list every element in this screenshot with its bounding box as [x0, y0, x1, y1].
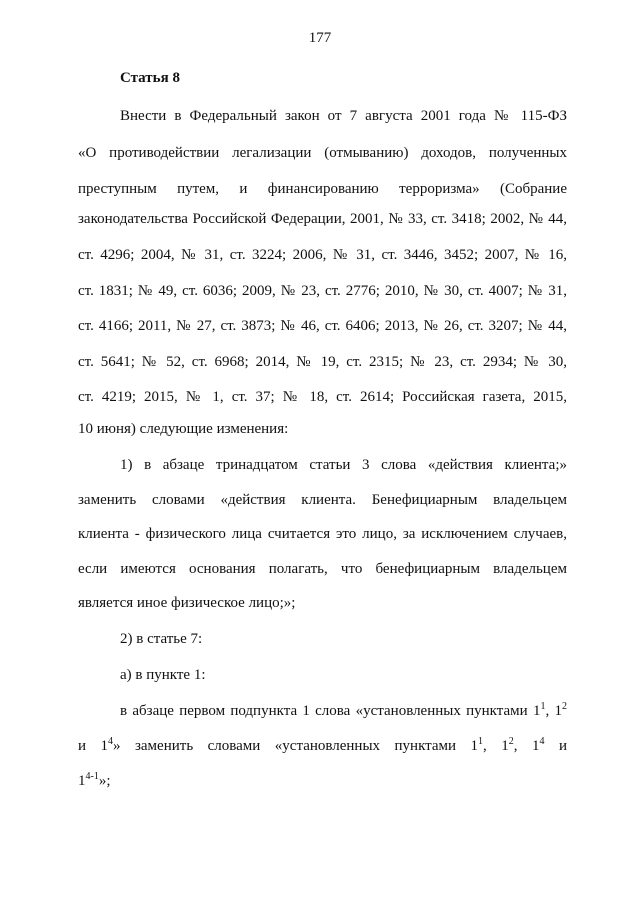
paragraph2-line: клиента - физического лица считается это лицо, за исключением случаев,	[78, 526, 567, 542]
paragraph2-line: заменить словами «действия клиента. Бенефициарным владельцем	[78, 492, 567, 508]
paragraph1-line: ст. 4166; 2011, № 27, ст. 3873; № 46, ст. 6406; 2013, № 26, ст. 3207; № 44,	[78, 318, 567, 334]
item-2: 2) в статье 7:	[120, 631, 203, 647]
page-number: 177	[308, 30, 332, 46]
paragraph1-line: преступным путем, и финансированию терроризма» (Собрание	[78, 181, 567, 197]
paragraph1-line: 10 июня) следующие изменения:	[78, 421, 289, 437]
paragraph1-line: Внести в Федеральный закон от 7 августа 2001 года № 115-ФЗ	[120, 108, 567, 124]
last-paragraph-line2: и $1^4$» заменить словами «установленных пунктами $1^1$, $1^2$, $1^4$ и	[78, 736, 568, 754]
article-title: Статья 8	[120, 70, 180, 86]
paragraph1-line: ст. 4296; 2004, № 31, ст. 3224; 2006, № 31, ст. 3446, 3452; 2007, № 16,	[78, 247, 567, 263]
paragraph2-line: является иное физическое лицо;»;	[78, 595, 296, 611]
paragraph1-line: «О противодействии легализации (отмыванию) доходов, полученных	[78, 145, 567, 161]
paragraph1-line: ст. 4219; 2015, № 1, ст. 37; № 18, ст. 2614; Российская газета, 2015,	[78, 389, 567, 405]
paragraph1-line: ст. 1831; № 49, ст. 6036; 2009, № 23, ст. 2776; 2010, № 30, ст. 4007; № 31,	[78, 283, 567, 299]
paragraph1-line: ст. 5641; № 52, ст. 6968; 2014, № 19, ст. 2315; № 23, ст. 2934; № 30,	[78, 354, 567, 370]
paragraph2-line: если имеются основания полагать, что бенефициарным владельцем	[78, 561, 567, 577]
last-paragraph-line3: 1$^{4-1}$»;	[78, 771, 111, 789]
item-a: а) в пункте 1:	[120, 667, 206, 683]
paragraph2-line: 1) в абзаце тринадцатом статьи 3 слова «действия клиента;»	[120, 457, 567, 473]
paragraph1-line: законодательства Российской Федерации, 2001, № 33, ст. 3418; 2002, № 44,	[78, 211, 567, 227]
last-paragraph-line1: в абзаце первом подпункта 1 слова «установленных пунктами $1^1$, $1^2$	[120, 701, 567, 719]
